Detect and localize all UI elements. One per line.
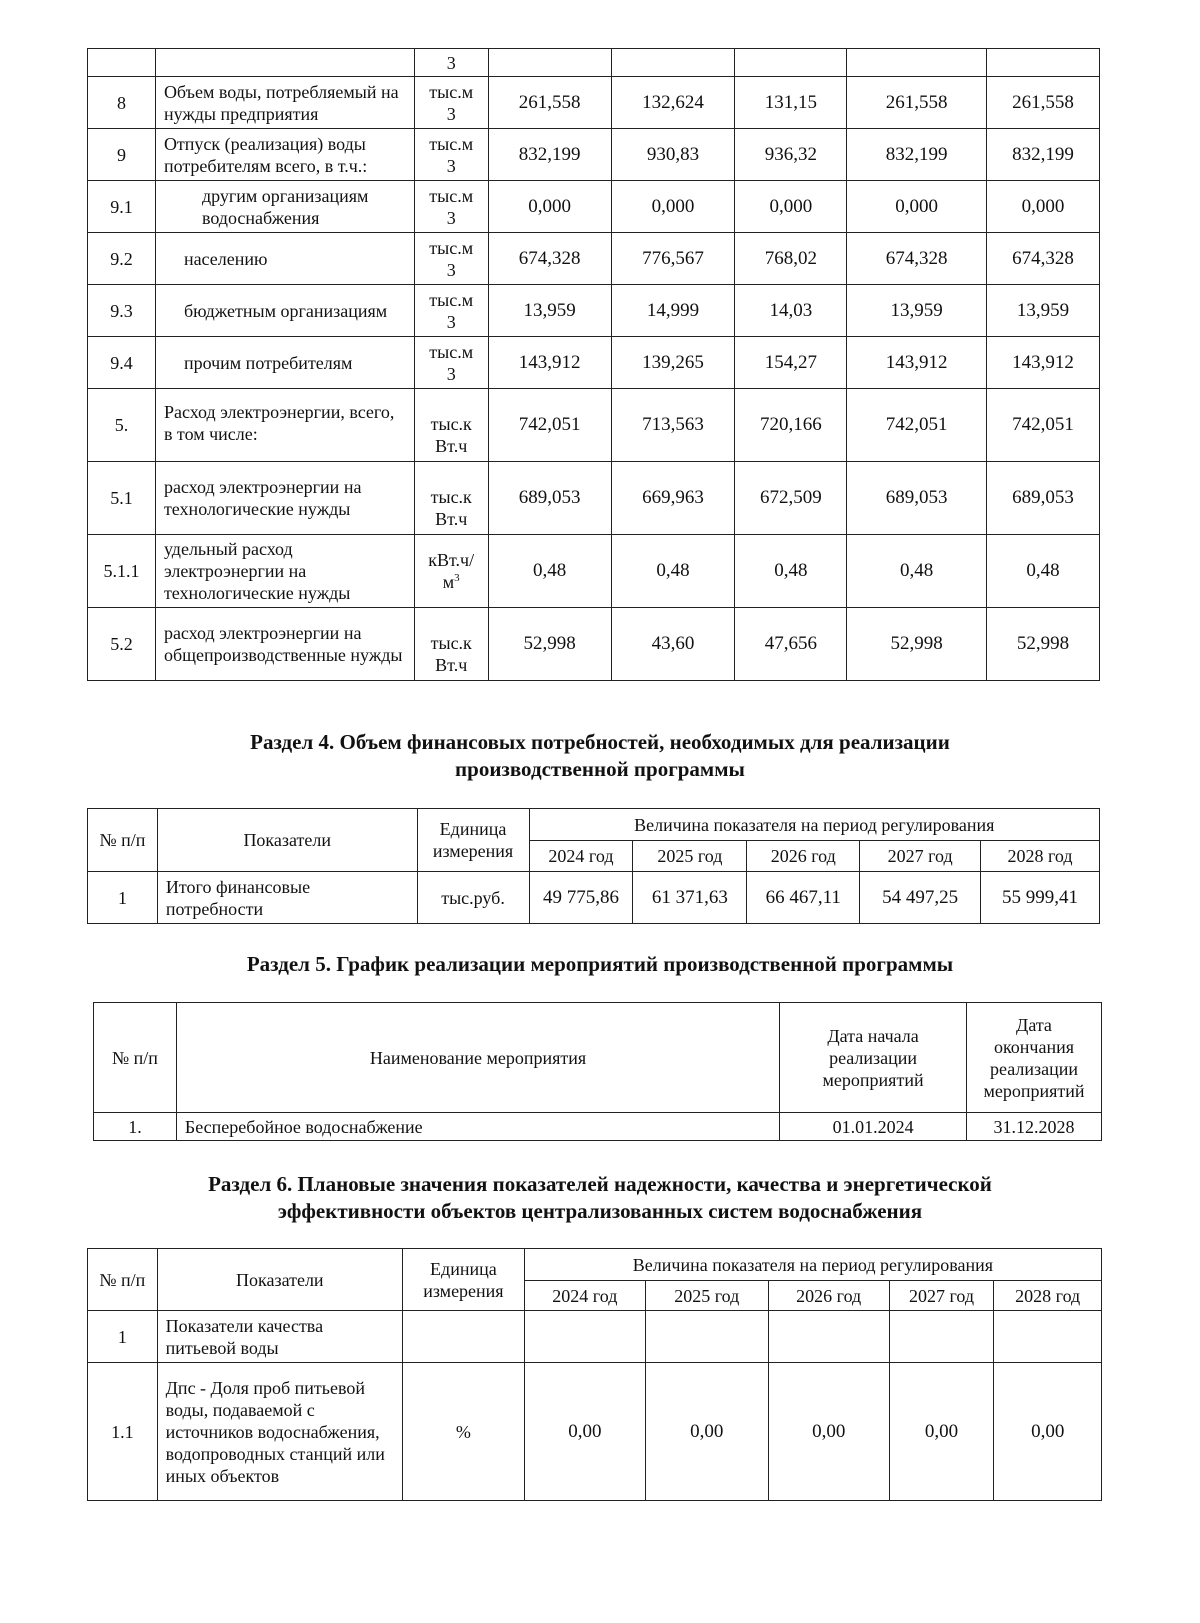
table-row: [88, 181, 1100, 233]
header-year: 2025 год: [645, 1281, 768, 1311]
value-2024: 49 775,86: [529, 872, 633, 924]
value-2026: [735, 49, 847, 77]
table-row: [88, 535, 1100, 608]
header-row: [88, 809, 1100, 841]
header-no: № п/п: [94, 1003, 177, 1113]
value-2027: 0,000: [847, 181, 987, 233]
section6-title-line1: Раздел 6. Плановые значения показателей надежности, качества и энергетической: [208, 1172, 992, 1196]
value-2025: [645, 1311, 768, 1363]
header-year: 2028 год: [981, 841, 1100, 872]
value-2028: 0,00: [994, 1363, 1102, 1501]
value-2024: [524, 1311, 645, 1363]
header-name: Показатели: [157, 1249, 402, 1311]
value-2028: 261,558: [987, 77, 1100, 129]
value-2028: 0,48: [987, 535, 1100, 608]
unit-text: кВт.ч/ м: [428, 550, 475, 592]
row-number: 5.: [88, 389, 156, 462]
schedule-table: [93, 1002, 1102, 1141]
header-end-date: Дата окончания реализации мероприятий: [967, 1003, 1102, 1113]
value-2024: 832,199: [488, 129, 611, 181]
row-number: 9.3: [88, 285, 156, 337]
row-unit: тыс.м 3: [414, 181, 488, 233]
value-2028: 13,959: [987, 285, 1100, 337]
table-row: [88, 49, 1100, 77]
value-2028: 674,328: [987, 233, 1100, 285]
row-number: 9.4: [88, 337, 156, 389]
header-name: Наименование мероприятия: [176, 1003, 779, 1113]
value-2027: [847, 49, 987, 77]
row-number: 5.1.1: [88, 535, 156, 608]
value-2025: 669,963: [611, 462, 735, 535]
row-name: прочим потребителям: [155, 337, 414, 389]
value-2027: 13,959: [847, 285, 987, 337]
table-row: [88, 1363, 1102, 1501]
row-number: 9.2: [88, 233, 156, 285]
header-year: 2024 год: [529, 841, 633, 872]
header-start-date: Дата начала реализации мероприятий: [780, 1003, 967, 1113]
value-2027: 674,328: [847, 233, 987, 285]
table-row: [88, 77, 1100, 129]
section5-title-text: Раздел 5. График реализации мероприятий производственной программы: [246, 952, 954, 976]
value-2027: 54 497,25: [860, 872, 981, 924]
row-name: Расход электроэнергии, всего, в том числе:: [155, 389, 414, 462]
table-row: [88, 608, 1100, 681]
unit-superscript: 3: [454, 572, 460, 584]
header-year: 2025 год: [633, 841, 747, 872]
row-number: 5.1: [88, 462, 156, 535]
value-2027: 0,48: [847, 535, 987, 608]
value-2028: 55 999,41: [981, 872, 1100, 924]
value-2027: 742,051: [847, 389, 987, 462]
value-2026: 0,00: [768, 1363, 889, 1501]
value-2024: 13,959: [488, 285, 611, 337]
value-2025: 43,60: [611, 608, 735, 681]
value-2026: 66 467,11: [747, 872, 860, 924]
header-period: Величина показателя на период регулирования: [529, 809, 1100, 841]
row-unit: тыс.м 3: [414, 77, 488, 129]
value-2025: 776,567: [611, 233, 735, 285]
row-number: 1: [88, 872, 158, 924]
section5-title: [0, 951, 1200, 978]
value-2027: 143,912: [847, 337, 987, 389]
row-name: Объем воды, потребляемый на нужды предприятия: [155, 77, 414, 129]
header-year: 2027 год: [860, 841, 981, 872]
row-end-date: 31.12.2028: [967, 1113, 1102, 1141]
value-2025: 139,265: [611, 337, 735, 389]
value-2026: [768, 1311, 889, 1363]
header-name: Показатели: [157, 809, 417, 872]
section6-title: [0, 1171, 1200, 1225]
value-2027: 261,558: [847, 77, 987, 129]
row-name: Дпс - Доля проб питьевой воды, подаваемой с источников водоснабжения, водопроводных станций или иных объектов: [157, 1363, 402, 1501]
row-unit: тыс.к Вт.ч: [414, 608, 488, 681]
value-2028: [987, 49, 1100, 77]
row-name: Показатели качества питьевой воды: [157, 1311, 402, 1363]
header-year: 2028 год: [994, 1281, 1102, 1311]
row-unit: тыс.м 3: [414, 233, 488, 285]
value-2028: 742,051: [987, 389, 1100, 462]
value-2025: 132,624: [611, 77, 735, 129]
row-number: [88, 49, 156, 77]
row-number: 9.1: [88, 181, 156, 233]
row-name: расход электроэнергии на технологические нужды: [155, 462, 414, 535]
row-number: 1.1: [88, 1363, 158, 1501]
value-2028: 832,199: [987, 129, 1100, 181]
section6-title-line2: эффективности объектов централизованных систем водоснабжения: [277, 1199, 923, 1223]
header-year: 2027 год: [889, 1281, 994, 1311]
section4-title-line1: Раздел 4. Объем финансовых потребностей, необходимых для реализации: [250, 730, 950, 754]
table-row: [88, 1311, 1102, 1363]
table-row: [88, 462, 1100, 535]
header-row: [88, 1249, 1102, 1281]
value-2026: 0,48: [735, 535, 847, 608]
row-unit: тыс.к Вт.ч: [414, 462, 488, 535]
value-2025: 0,00: [645, 1363, 768, 1501]
value-2026: 154,27: [735, 337, 847, 389]
value-2027: 832,199: [847, 129, 987, 181]
value-2024: 674,328: [488, 233, 611, 285]
header-period: Величина показателя на период регулирования: [524, 1249, 1101, 1281]
energy-water-table: [87, 48, 1100, 681]
value-2025: 930,83: [611, 129, 735, 181]
value-2025: [611, 49, 735, 77]
header-year: 2026 год: [768, 1281, 889, 1311]
financial-needs-table: [87, 808, 1100, 924]
value-2027: 689,053: [847, 462, 987, 535]
row-number: 1.: [94, 1113, 177, 1141]
value-2026: 936,32: [735, 129, 847, 181]
table-row: [88, 337, 1100, 389]
row-name: бюджетным организациям: [155, 285, 414, 337]
value-2025: 14,999: [611, 285, 735, 337]
value-2024: 261,558: [488, 77, 611, 129]
row-unit: %: [402, 1363, 524, 1501]
value-2028: 0,000: [987, 181, 1100, 233]
value-2027: 0,00: [889, 1363, 994, 1501]
value-2026: 768,02: [735, 233, 847, 285]
table-row: [88, 233, 1100, 285]
value-2024: 742,051: [488, 389, 611, 462]
value-2028: 689,053: [987, 462, 1100, 535]
row-number: 8: [88, 77, 156, 129]
header-year: 2026 год: [747, 841, 860, 872]
value-2024: [488, 49, 611, 77]
value-2026: 14,03: [735, 285, 847, 337]
row-name: Итого финансовые потребности: [157, 872, 417, 924]
reliability-indicators-table: [87, 1248, 1102, 1501]
value-2026: 47,656: [735, 608, 847, 681]
row-name: другим организациям водоснабжения: [155, 181, 414, 233]
row-number: 9: [88, 129, 156, 181]
row-unit: тыс.м 3: [414, 285, 488, 337]
value-2026: 131,15: [735, 77, 847, 129]
table-row: [88, 872, 1100, 924]
row-start-date: 01.01.2024: [780, 1113, 967, 1141]
section4-title-line2: производственной программы: [455, 757, 745, 781]
row-unit: [402, 1311, 524, 1363]
value-2025: 61 371,63: [633, 872, 747, 924]
value-2024: 689,053: [488, 462, 611, 535]
row-name: Отпуск (реализация) воды потребителям всего, в т.ч.:: [155, 129, 414, 181]
table-row: [94, 1113, 1102, 1141]
row-number: 5.2: [88, 608, 156, 681]
row-name: [155, 49, 414, 77]
row-unit: тыс.к Вт.ч: [414, 389, 488, 462]
value-2026: 0,000: [735, 181, 847, 233]
table-row: [88, 129, 1100, 181]
row-unit: [414, 535, 488, 608]
header-year: 2024 год: [524, 1281, 645, 1311]
header-row: [94, 1003, 1102, 1113]
value-2026: 672,509: [735, 462, 847, 535]
row-name: удельный расход электроэнергии на технологические нужды: [155, 535, 414, 608]
header-unit: Единица измерения: [417, 809, 529, 872]
header-no: № п/п: [88, 1249, 158, 1311]
section4-title: [0, 729, 1200, 783]
row-name: расход электроэнергии на общепроизводственные нужды: [155, 608, 414, 681]
row-name: населению: [155, 233, 414, 285]
value-2027: 52,998: [847, 608, 987, 681]
value-2027: [889, 1311, 994, 1363]
row-name: Бесперебойное водоснабжение: [176, 1113, 779, 1141]
row-unit: 3: [414, 49, 488, 77]
row-unit: тыс.м 3: [414, 129, 488, 181]
value-2024: 143,912: [488, 337, 611, 389]
value-2024: 0,00: [524, 1363, 645, 1501]
value-2024: 0,48: [488, 535, 611, 608]
table-row: [88, 389, 1100, 462]
value-2024: 0,000: [488, 181, 611, 233]
row-number: 1: [88, 1311, 158, 1363]
header-unit: Единица измерения: [402, 1249, 524, 1311]
row-unit: тыс.руб.: [417, 872, 529, 924]
value-2025: 713,563: [611, 389, 735, 462]
value-2026: 720,166: [735, 389, 847, 462]
value-2028: 143,912: [987, 337, 1100, 389]
value-2028: [994, 1311, 1102, 1363]
header-no: № п/п: [88, 809, 158, 872]
value-2028: 52,998: [987, 608, 1100, 681]
table-row: [88, 285, 1100, 337]
value-2024: 52,998: [488, 608, 611, 681]
value-2025: 0,000: [611, 181, 735, 233]
value-2025: 0,48: [611, 535, 735, 608]
row-unit: тыс.м 3: [414, 337, 488, 389]
